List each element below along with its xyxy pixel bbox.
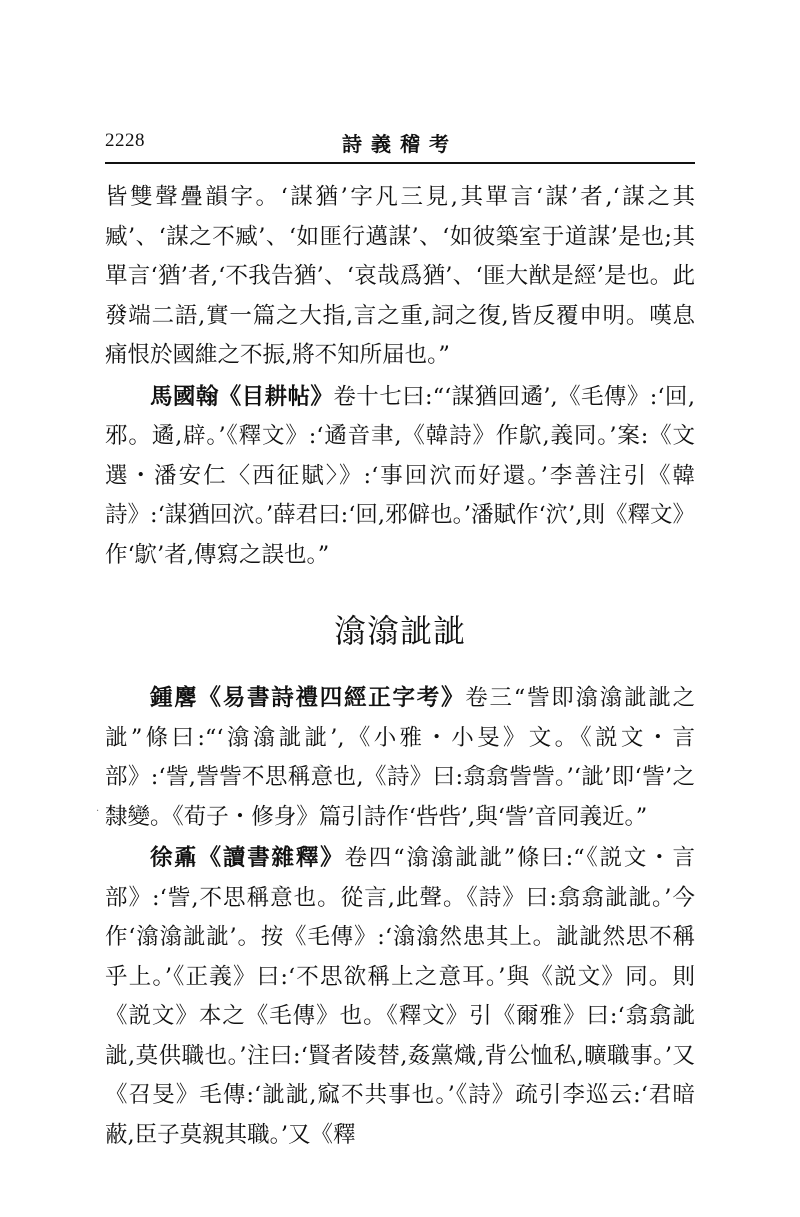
paragraph-xu-zi [105, 839, 695, 1155]
section-heading: 潝潝訿訿 [333, 612, 466, 650]
source-title: 鍾麐《易書詩禮四經正字考》 [150, 685, 466, 711]
header-rule [105, 162, 695, 164]
page-body [105, 178, 695, 1155]
paragraph-ma-guohan [105, 378, 695, 576]
page-header [105, 128, 695, 158]
paragraph-text: 卷四“潝潝訿訿”條曰:“《説文・言部》:‘訾,不思稱意也。從言,此聲。《詩》曰:翕翕訿訿。’今作‘潝潝訿訿’。按《毛傳》:‘潝潝然患其上。訿訿然思不稱乎上。’《正義》曰:‘不思欲稱上之意耳。’與《説文》同。則《説文》本之《毛傳》也。《釋文》引《爾雅》曰:‘翕翕訿訿,莫供職也。’注曰:‘賢者陵替,姦黨熾,背公恤私,曠職事。’又《召旻》毛傳:‘訿訿,窳不共事也。’《詩》疏引李巡云:‘君暗蔽,臣子莫親其職。’又《釋 [105, 845, 695, 1148]
running-title: 詩義稽考 [342, 132, 458, 156]
paragraph-zhong-lin [105, 679, 695, 837]
margin-dot: · [96, 806, 100, 817]
paragraph-continuation: 皆雙聲疊韻字。‘謀猶’字凡三見,其單言‘謀’者,‘謀之其臧’、‘謀之不臧’、‘如匪行邁謀’、‘如彼築室于道謀’是也;其單言‘猶’者,‘不我告猶’、‘哀哉爲猶’、‘匪大猷是經’是也。此發端二語,實一篇之大指,言之重,詞之復,皆反覆申明。嘆息痛恨於國維之不振,將不知所届也。” [105, 184, 695, 368]
paragraph-text: 卷十七曰:“‘謀猶回遹’,《毛傳》:‘回,邪。遹,辟。’《釋文》:‘遹音聿,《韓詩》作鴥,義同。’案:《文選・潘安仁〈西征賦〉》:‘事回泬而好還。’李善注引《韓詩》:‘謀猶回泬。’薛君曰:‘回,邪僻也。’潘賦作‘泬’,則《釋文》作‘鴥’者,傳寫之誤也。” [105, 383, 695, 568]
source-title: 馬國翰《目耕帖》 [150, 383, 334, 410]
page-number: 2228 [105, 130, 145, 151]
source-title: 徐鼒《讀書雜釋》 [150, 845, 345, 871]
paragraph-text: 卷三“訾即潝潝訿訿之訿”條曰:“‘潝潝訿訿’,《小雅・小旻》文。《説文・言部》:‘訾,訾訾不思稱意也,《詩》曰:翕翕訾訾。’‘訿’即‘訾’之隸變。《荀子・修身》篇引詩作‘呰呰’,與‘訾’音同義近。” [105, 685, 695, 830]
